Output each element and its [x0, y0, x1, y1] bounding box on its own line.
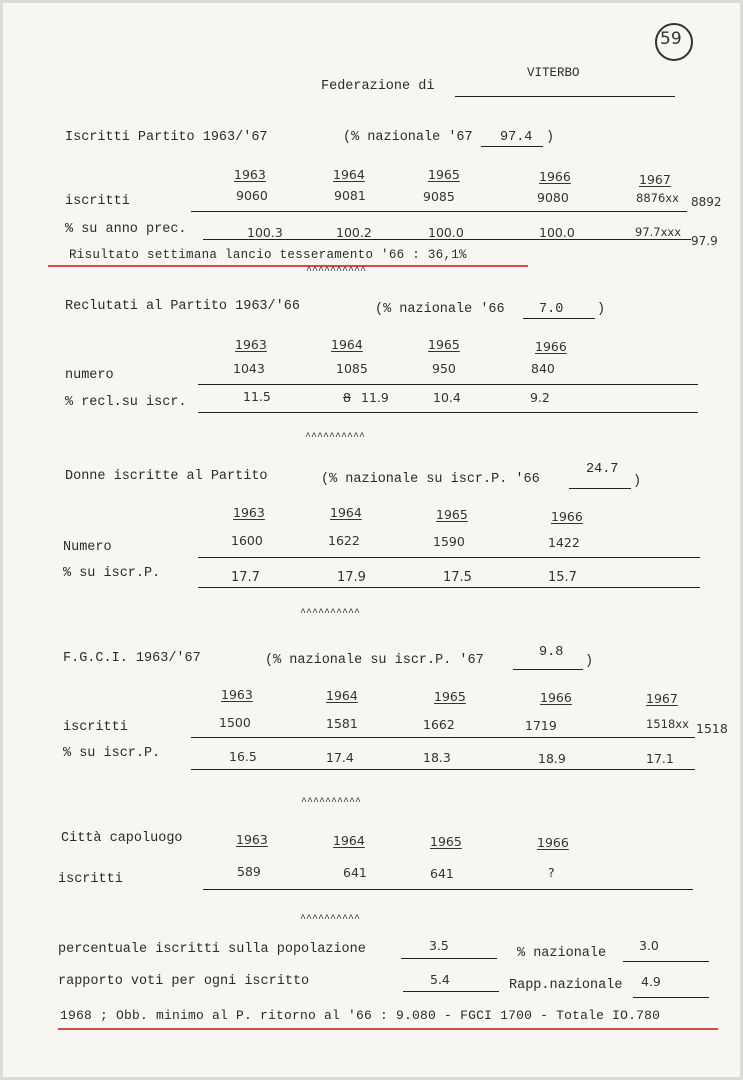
- s1-national-value: 97.4: [500, 130, 533, 145]
- s3-national-value: 24.7: [586, 462, 619, 477]
- s1-row2-1965: 100.0: [428, 225, 464, 240]
- s1-row2-label: % su anno prec.: [65, 222, 187, 237]
- s1-note: Risultato settimana lancio tesseramento '66 : 36,1%: [69, 248, 467, 262]
- s4-row2-label: % su iscr.P.: [63, 746, 161, 761]
- s5-separator: ^^^^^^^^^^: [300, 914, 361, 925]
- s1-separator: ^^^^^^^^^^: [306, 266, 367, 277]
- pop-nat-label: % nazionale: [517, 946, 607, 961]
- s2-year-1963: 1963: [235, 337, 267, 352]
- s1-year-1967: 1967: [639, 172, 671, 187]
- s4-row1-1965: 1662: [423, 717, 455, 732]
- s3-row2-label: % su iscr.P.: [63, 566, 161, 581]
- s4-row1-1964: 1581: [326, 716, 358, 731]
- s3-row1-label: Numero: [63, 540, 112, 555]
- s2-row1-1965: 950: [432, 361, 456, 376]
- s1-national: (% nazionale '67: [343, 130, 473, 145]
- s4-row2-1966: 18.9: [538, 751, 566, 766]
- s3-row2-1965: 17.5: [443, 570, 472, 585]
- s2-year-1966: 1966: [535, 339, 567, 354]
- s4-row2-1965: 18.3: [423, 750, 451, 765]
- s3-year-1963: 1963: [233, 505, 265, 520]
- s4-row2-1964: 17.4: [326, 750, 354, 765]
- s2-national: (% nazionale '66: [375, 302, 505, 317]
- pop-nat-underline: [623, 961, 709, 962]
- s1-row1-1963: 9060: [236, 188, 268, 203]
- s2-separator: ^^^^^^^^^^: [305, 432, 366, 443]
- s4-national: (% nazionale su iscr.P. '67: [265, 653, 484, 668]
- s4-row2-1963: 16.5: [229, 749, 257, 764]
- s1-year-1966: 1966: [539, 169, 571, 184]
- pop-value: 3.5: [429, 938, 449, 953]
- s4-row1-label: iscritti: [63, 720, 128, 735]
- federation-value: VITERBO: [527, 66, 580, 80]
- s4-national-underline: [513, 669, 583, 670]
- s5-row1-1965: 641: [430, 866, 454, 881]
- s2-title: Reclutati al Partito 1963/'66: [65, 299, 300, 314]
- s5-row1-label: iscritti: [58, 872, 123, 887]
- s4-row1-rule: [191, 737, 695, 738]
- s2-national-value: 7.0: [539, 302, 564, 317]
- s2-row1-rule: [198, 384, 698, 385]
- pop-label: percentuale iscritti sulla popolazione: [58, 942, 366, 957]
- s5-year-1965: 1965: [430, 834, 462, 849]
- s2-row2-1963: 11.5: [243, 389, 271, 404]
- s1-title: Iscritti Partito 1963/'67: [65, 130, 268, 145]
- s4-row1-1963: 1500: [219, 715, 251, 730]
- s4-row2-rule: [191, 769, 695, 770]
- s4-national-value: 9.8: [539, 645, 564, 660]
- s1-row2-1964: 100.2: [336, 225, 372, 240]
- votes-value-underline: [403, 991, 499, 992]
- s4-national-close: ): [585, 654, 594, 669]
- s4-row1-correction: 1518: [696, 721, 728, 736]
- s5-row1-rule: [203, 889, 693, 890]
- s2-row2-1965: 10.4: [433, 390, 461, 405]
- s4-year-1963: 1963: [221, 687, 253, 702]
- votes-nat-label: Rapp.nazionale: [509, 978, 623, 993]
- s1-row1-label: iscritti: [65, 194, 130, 209]
- votes-label: rapporto voti per ogni iscritto: [58, 974, 310, 989]
- s3-row1-1965: 1590: [433, 534, 465, 549]
- s3-row1-1963: 1600: [231, 533, 263, 548]
- s5-row1-1963: 589: [237, 864, 261, 879]
- s1-row1-1965: 9085: [423, 189, 455, 204]
- s3-row1-1964: 1622: [328, 533, 360, 548]
- s2-row2-rule: [198, 412, 698, 413]
- s2-row2-1966: 9.2: [530, 390, 550, 405]
- votes-nat-underline: [633, 997, 709, 998]
- s3-year-1966: 1966: [551, 509, 583, 524]
- s5-year-1963: 1963: [236, 832, 268, 847]
- s2-row2-mark: 8: [343, 390, 351, 405]
- s1-national-underline: [481, 146, 543, 147]
- s1-year-1965: 1965: [428, 167, 460, 182]
- s2-row1-1966: 840: [531, 361, 555, 376]
- s3-year-1965: 1965: [436, 507, 468, 522]
- document-page: [3, 3, 740, 1077]
- s3-row2-1964: 17.9: [337, 570, 366, 585]
- s1-national-close: ): [546, 130, 555, 145]
- s3-row1-1966: 1422: [548, 535, 580, 550]
- votes-nat-value: 4.9: [641, 974, 661, 989]
- s5-year-1966: 1966: [537, 835, 569, 850]
- s1-row2-rule: [203, 239, 691, 240]
- s1-row1-1966: 9080: [537, 190, 569, 205]
- s1-row1-1964: 9081: [334, 188, 366, 203]
- s4-row1-1967: 1518xx: [646, 717, 689, 731]
- s3-row2-1963: 17.7: [231, 570, 260, 585]
- s3-row1-rule: [198, 557, 700, 558]
- s2-year-1965: 1965: [428, 337, 460, 352]
- s4-year-1965: 1965: [434, 689, 466, 704]
- s4-year-1966: 1966: [540, 690, 572, 705]
- s3-row2-rule: [198, 587, 700, 588]
- s3-row2-1966: 15.7: [548, 570, 577, 585]
- votes-value: 5.4: [430, 972, 450, 987]
- s4-title: F.G.C.I. 1963/'67: [63, 651, 201, 666]
- pop-value-underline: [401, 958, 497, 959]
- s3-national: (% nazionale su iscr.P. '66: [321, 472, 540, 487]
- s4-row1-1966: 1719: [525, 718, 557, 733]
- s2-row1-1963: 1043: [233, 361, 265, 376]
- s3-national-underline: [569, 488, 631, 489]
- s2-row2-1964: 11.9: [361, 390, 389, 405]
- s5-year-1964: 1964: [333, 833, 365, 848]
- final-note-red-underline: [58, 1028, 718, 1030]
- s2-national-underline: [523, 318, 595, 319]
- s1-row1-1967: 8876xx: [636, 191, 679, 205]
- s2-row2-label: % recl.su iscr.: [65, 395, 187, 410]
- s2-row1-1964: 1085: [336, 361, 368, 376]
- s5-title: Città capoluogo: [61, 831, 183, 846]
- federation-underline: [455, 96, 675, 97]
- s1-row2-correction: 97.9: [691, 234, 718, 248]
- s4-year-1967: 1967: [646, 691, 678, 706]
- s3-year-1964: 1964: [330, 505, 362, 520]
- s4-year-1964: 1964: [326, 688, 358, 703]
- s3-separator: ^^^^^^^^^^: [300, 608, 361, 619]
- s3-national-close: ): [633, 474, 642, 489]
- final-note: 1968 ; Obb. minimo al P. ritorno al '66 : 9.080 - FGCI 1700 - Totale IO.780: [60, 1008, 661, 1023]
- page-number: 59: [660, 29, 682, 49]
- s1-row2-1966: 100.0: [539, 225, 575, 240]
- s1-year-1964: 1964: [333, 167, 365, 182]
- s2-national-close: ): [597, 302, 606, 317]
- s1-note-red-underline: [48, 265, 528, 267]
- federation-label: Federazione di: [321, 79, 435, 94]
- s1-row1-correction: 8892: [691, 195, 722, 209]
- s1-year-1963: 1963: [234, 167, 266, 182]
- pop-nat-value: 3.0: [639, 938, 659, 953]
- s4-row2-1967: 17.1: [646, 751, 674, 766]
- s1-row2-1963: 100.3: [247, 225, 283, 240]
- s2-year-1964: 1964: [331, 337, 363, 352]
- s4-separator: ^^^^^^^^^^: [301, 797, 362, 808]
- s2-row1-label: numero: [65, 368, 114, 383]
- s1-row1-rule: [191, 211, 687, 212]
- s5-row1-1964: 641: [343, 865, 367, 880]
- s5-row1-1966: ?: [548, 865, 555, 880]
- s3-title: Donne iscritte al Partito: [65, 469, 268, 484]
- s1-row2-1967: 97.7xxx: [635, 225, 682, 239]
